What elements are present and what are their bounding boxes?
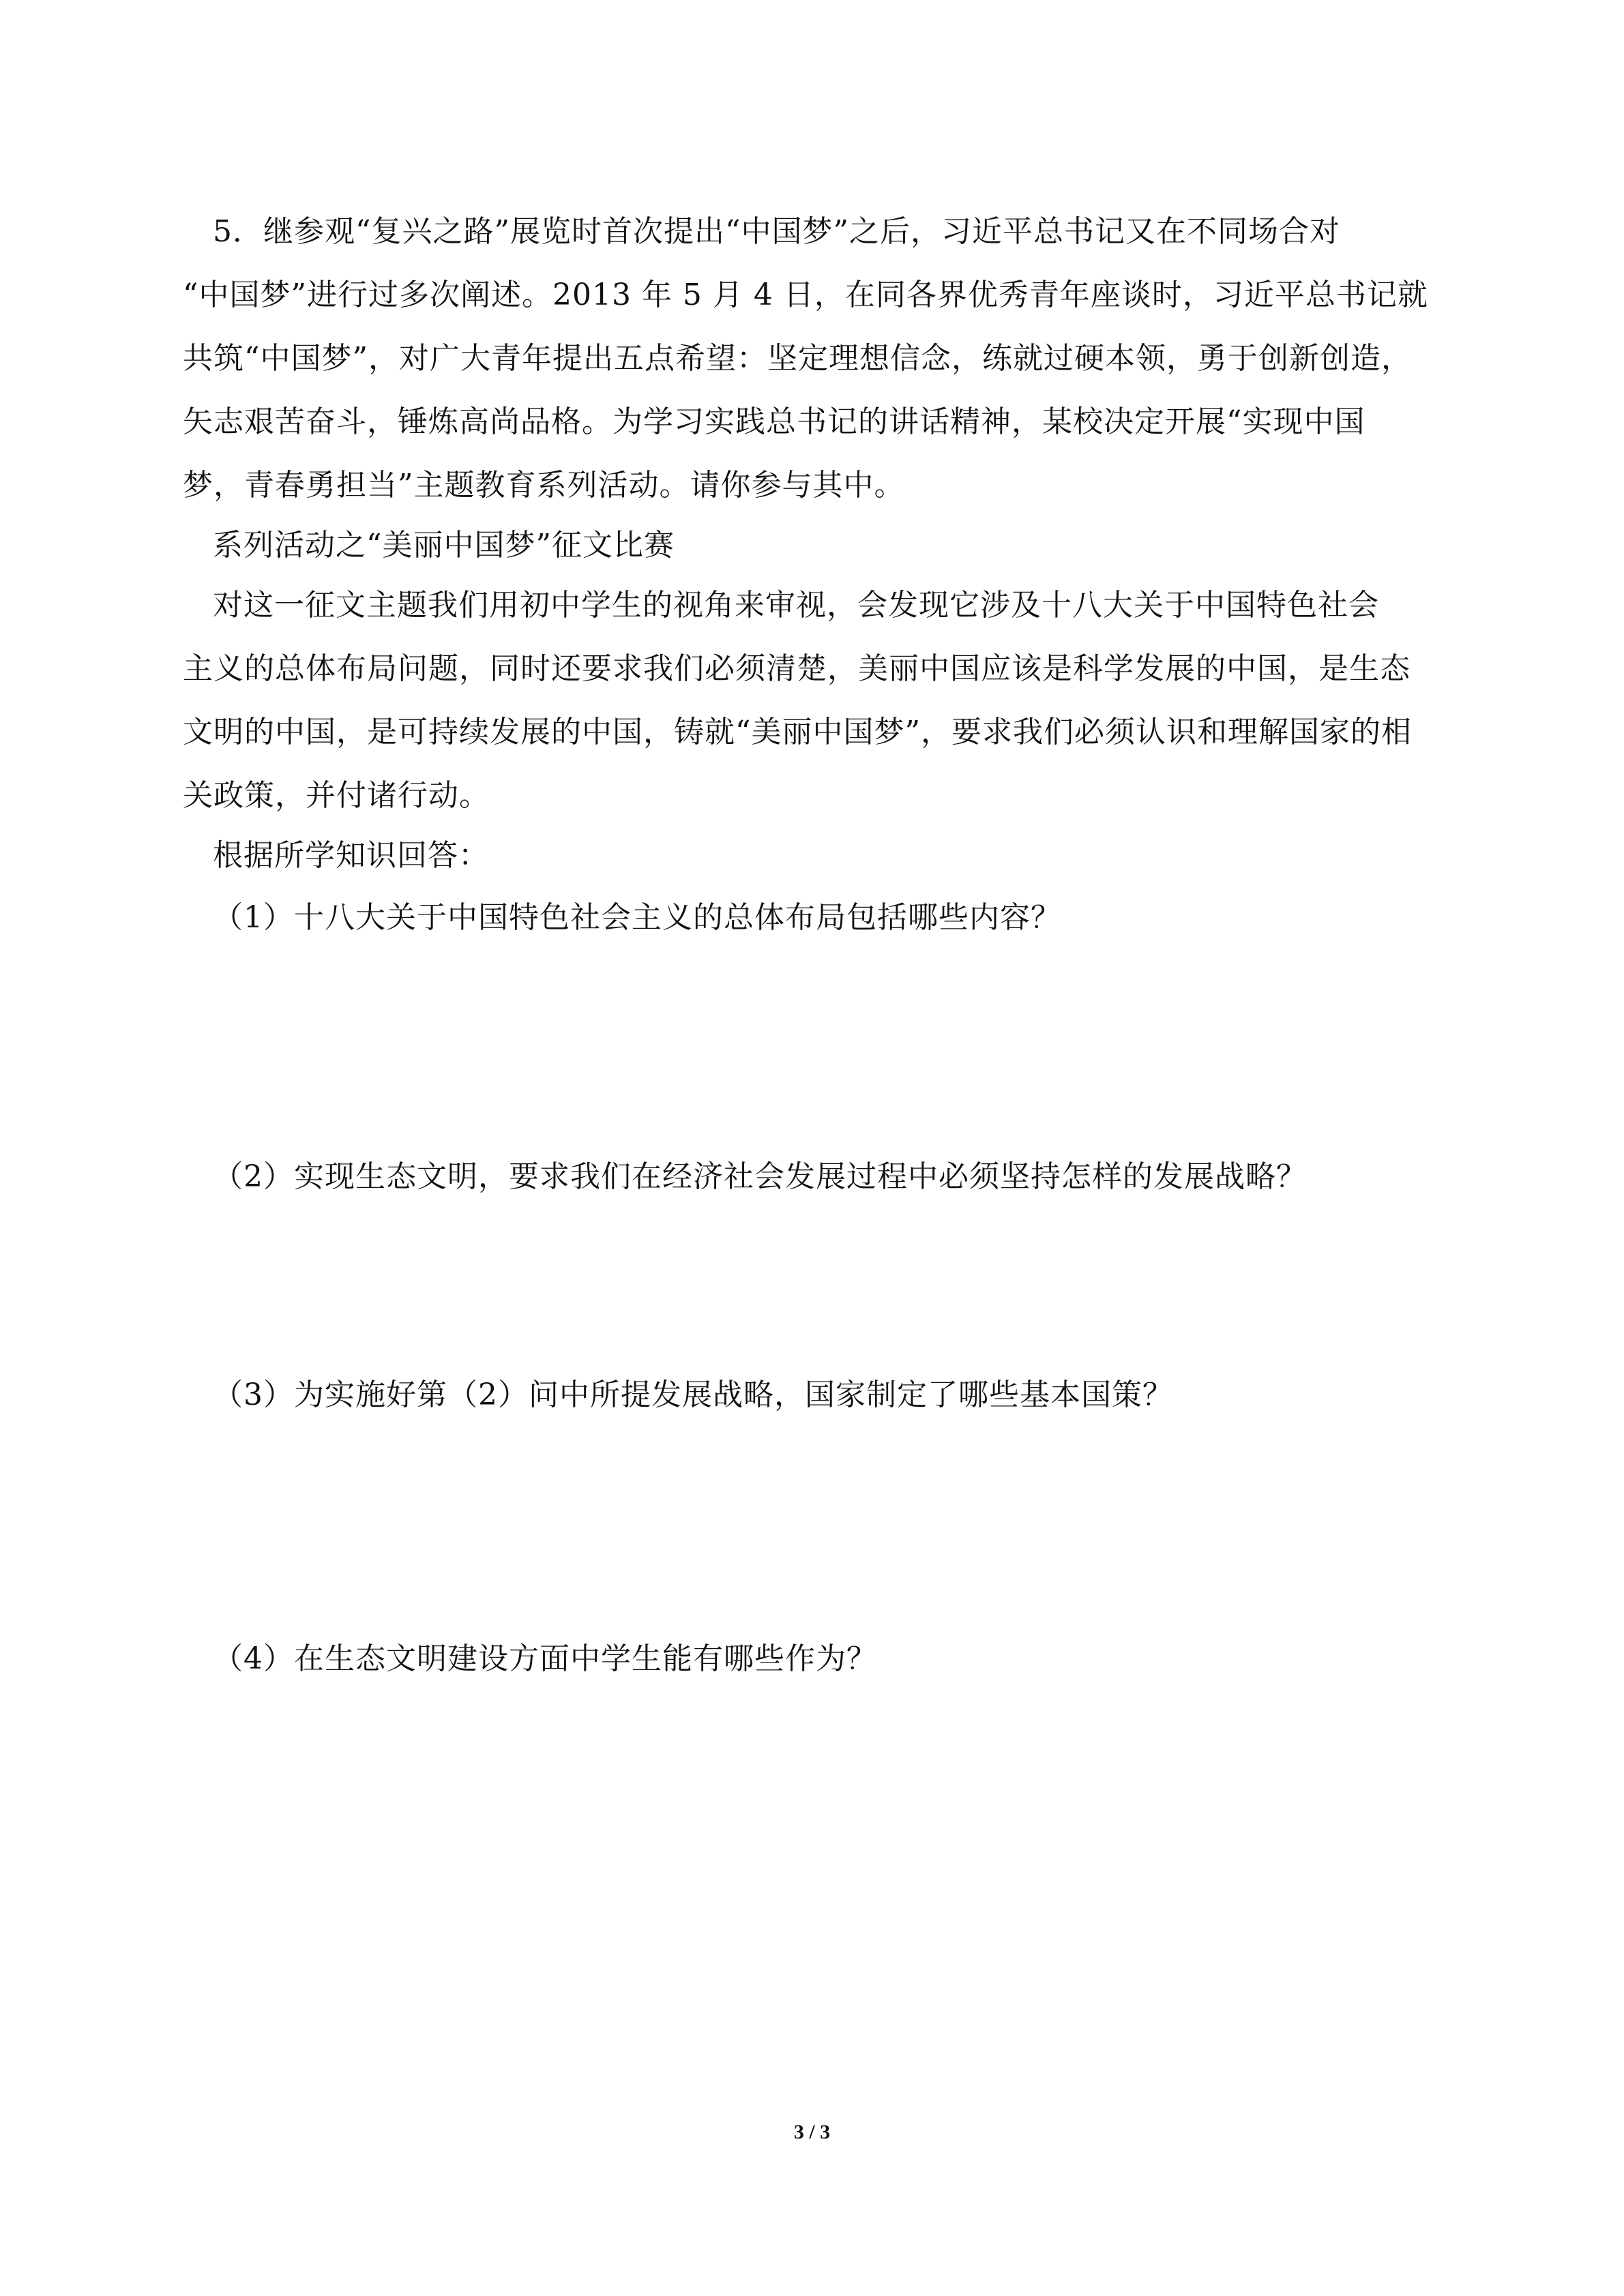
passage-line-3: 文明的中国，是可持续发展的中国，铸就“美丽中国梦”，要求我们必须认识和理解国家的相 [183,715,1412,749]
sub-question-1: （1）十八大关于中国特色社会主义的总体布局包括哪些内容？ [213,900,1061,935]
question-intro-line-2: “中国梦”进行过多次阐述。2013 年 5 月 4 日，在同各界优秀青年座谈时，习近平总书记就 [183,278,1428,312]
question-intro-line-5: 梦，青春勇担当”主题教育系列活动。请你参与其中。 [183,468,905,503]
passage-line-1: 对这一征文主题我们用初中学生的视角来审视，会发现它涉及十八大关于中国特色社会 [213,588,1379,623]
sub-question-2: （2）实现生态文明，要求我们在经济社会发展过程中必须坚持怎样的发展战略？ [213,1159,1307,1194]
question-intro-line-1: 5．继参观“复兴之路”展览时首次提出“中国梦”之后，习近平总书记又在不同场合对 [213,214,1340,249]
passage-line-4: 关政策，并付诸行动。 [183,778,490,813]
answer-instruction: 根据所学知识回答： [213,838,489,873]
passage-line-2: 主义的总体布局问题，同时还要求我们必须清楚，美丽中国应该是科学发展的中国，是生态 [183,651,1411,686]
question-intro-line-4: 矢志艰苦奋斗，锤炼高尚品格。为学习实践总书记的讲话精神，某校决定开展“实现中国 [183,404,1365,439]
page-number: 3 / 3 [793,2121,831,2143]
question-intro-line-3: 共筑“中国梦”，对广大青年提出五点希望：坚定理想信念，练就过硬本领，勇于创新创造， [183,341,1412,376]
sub-question-4: （4）在生态文明建设方面中学生能有哪些作为？ [213,1641,877,1676]
sub-question-3: （3）为实施好第（2）问中所提发展战略，国家制定了哪些基本国策？ [213,1377,1173,1412]
activity-title: 系列活动之“美丽中国梦”征文比赛 [213,528,675,563]
